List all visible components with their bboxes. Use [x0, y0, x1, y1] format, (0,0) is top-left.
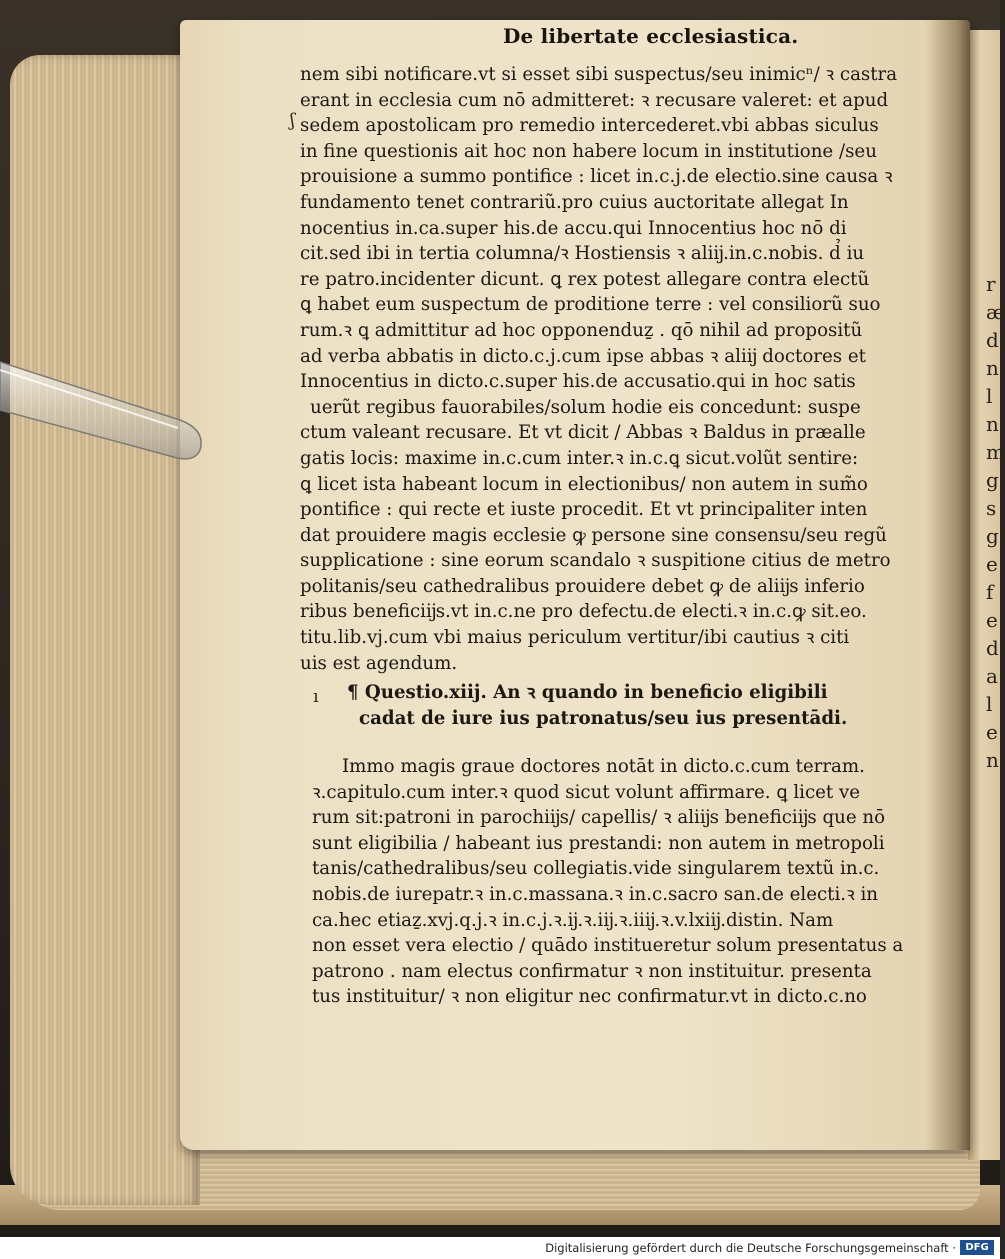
text-line: titu.lib.vj.cum vbi maius periculum vertitur/ibi cautius ꝛ citi [300, 627, 850, 649]
text-line: supplicatione : sine eorum scandalo ꝛ suspitione citius de metro [300, 550, 891, 572]
text-line: Innocentius in dicto.c.super his.de accusatio.qui in hoc satis [300, 371, 856, 393]
text-line: uis est agendum. [300, 652, 458, 674]
running-header: De libertate ecclesiastica. [503, 24, 799, 48]
page-gutter-shadow [925, 20, 970, 1150]
glass-page-clamp [0, 352, 210, 462]
text-line: re patro.incidenter dicunt. ꝗ rex potest allegare contra electũ [300, 268, 870, 290]
facing-page-text: rædnlnmgsgefedalen [986, 272, 1005, 772]
text-line: uerũt regibus fauorabiles/solum hodie eis concedunt: suspe [310, 396, 861, 418]
footer-credit: Digitalisierung gefördert durch die Deutsche Forschungsgemeinschaft · [545, 1241, 956, 1255]
text-line: ꝛ.capitulo.cum inter.ꝛ quod sicut volunt affirmare. ꝗ licet ve [312, 781, 861, 803]
text-line: tus instituitur/ ꝛ non eligitur nec confirmatur.vt in dicto.c.no [312, 986, 867, 1008]
question-line: ¶ Questio.xiij. An ꝛ quando in beneficio eligibili [347, 682, 828, 703]
text-line: prouisione a summo pontifice : licet in.c.j.de electio.sine causa ꝛ [300, 166, 893, 188]
text-line: ca.hec etiaẕ.xvj.q.j.ꝛ in.c.j.ꝛ.ĳ.ꝛ.iĳ.ꝛ.iiĳ.ꝛ.v.lxiĳ.distin. Nam [312, 909, 834, 931]
text-line: nobis.de iurepatr.ꝛ in.c.massana.ꝛ in.c.sacro san.de electi.ꝛ in [312, 883, 878, 905]
text-line: tanis/cathedralibus/seu collegiatis.vide singularem textũ in.c. [312, 858, 880, 880]
text-line: patrono . nam electus confirmatur ꝛ non instituitur. presenta [312, 960, 872, 982]
text-line: rum sit:patroni in parochiĳs/ capellis/ ꝛ aliĳs beneficiĳs que nō [312, 807, 886, 829]
book-fore-edge [10, 55, 200, 1205]
text-line: fundamento tenet contrariũ.pro cuius auctoritate allegat In [300, 191, 849, 213]
second-text-block [312, 754, 912, 1010]
margin-mark: ʃ [290, 110, 295, 131]
text-line: politanis/seu cathedralibus prouidere debet ꝙ de aliĳs inferio [300, 575, 865, 597]
text-line: ctum valeant recusare. Et vt dicit / Abbas ꝛ Baldus in præalle [300, 422, 866, 444]
text-line: non esset vera electio / quādo institueretur solum presentatus a [312, 935, 904, 957]
main-text-block [300, 62, 905, 676]
text-line: dat prouidere magis ecclesie ꝙ persone sine consensu/seu regũ [300, 524, 887, 546]
question-line: cadat de iure ius patronatus/seu ius presentādi. [359, 707, 848, 729]
text-line: sunt eligibilia / habeant ius prestandi: non autem in metropoli [312, 832, 885, 854]
text-line: erant in ecclesia cum nō admitteret: ꝛ recusare valeret: et apud [300, 89, 889, 111]
text-line: gatis locis: maxime in.c.cum inter.ꝛ in.c.ꝗ sicut.volũt sentire: [300, 447, 859, 469]
text-line: ad verba abbatis in dicto.c.j.cum ipse abbas ꝛ aliĳ doctores et [300, 345, 866, 367]
text-line: Immo magis graue doctores notāt in dicto.c.cum terram. [342, 756, 865, 777]
question-heading [347, 680, 907, 731]
text-line: sedem apostolicam pro remedio intercederet.vbi abbas siculus [300, 115, 879, 137]
text-line: ꝗ licet ista habeant locum in electionibus/ non autem in sum̃o [300, 473, 868, 495]
dfg-logo: DFG [960, 1240, 994, 1255]
margin-mark: ı [313, 686, 319, 707]
text-line: nem sibi notificare.vt si esset sibi suspectus/seu inimicⁿ/ ꝛ castra [300, 64, 898, 85]
text-line: cit.sed ibi in tertia columna/ꝛ Hostiensis ꝛ aliĳ.in.c.nobis. d̉ iu [300, 243, 865, 265]
text-line: rum.ꝛ ꝗ admittitur ad hoc opponenduẕ . qō nihil ad propositũ [300, 319, 863, 341]
text-line: in fine questionis ait hoc non habere locum in institutione /seu [300, 140, 877, 162]
text-line: ꝗ habet eum suspectum de proditione terre : vel consiliorũ suo [300, 294, 881, 316]
text-line: ribus beneficiĳs.vt in.c.ne pro defectu.de electi.ꝛ in.c.ꝙ sit.eo. [300, 601, 867, 623]
text-line: nocentius in.ca.super his.de accu.qui Innocentius hoc nō di [300, 217, 847, 239]
text-line: pontifice : qui recte et iuste procedit. Et vt principaliter inten [300, 499, 868, 521]
